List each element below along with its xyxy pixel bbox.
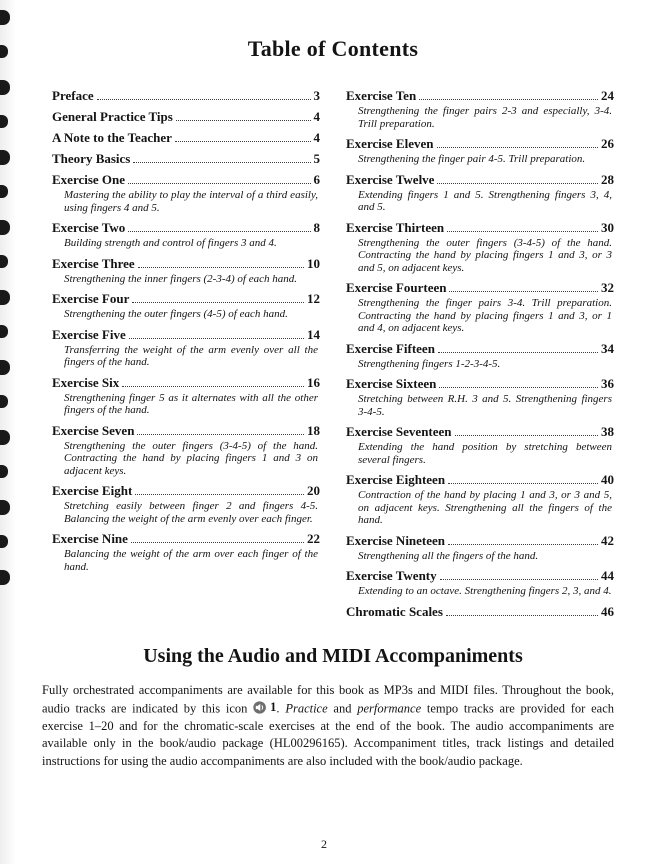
toc-entry	[346, 604, 614, 619]
binding-mark	[0, 465, 8, 478]
toc-dot-leader	[176, 120, 311, 121]
toc-dot-leader	[133, 162, 310, 163]
toc-entry	[52, 256, 320, 286]
toc-entry-label: Exercise One	[52, 172, 126, 187]
audio-text-4: tempo tracks are provided for each exercise 1–20 and for the chromatic-scale exercises at the end of the book. The audio accompaniments are available only in the book/audio package (HL00296165). Accompaniment titles, track listings and detailed instructions for using the audio accompaniments are also included with the book/audio package.	[42, 701, 614, 768]
toc-entry-line	[52, 130, 320, 145]
toc-entry-page: 4	[313, 130, 320, 145]
toc-entry-page: 44	[601, 568, 614, 583]
toc-entry-line	[346, 533, 614, 548]
toc-entry-label: Exercise Seventeen	[346, 424, 452, 439]
binding-mark	[0, 360, 10, 375]
binding-mark	[0, 10, 10, 25]
toc-entry-line	[52, 88, 320, 103]
speaker-icon	[253, 701, 268, 714]
toc-entry-page: 8	[313, 220, 320, 235]
toc-entry-line	[52, 531, 320, 546]
toc-entry	[346, 533, 614, 563]
toc-entry-desc: Contraction of the hand by placing 1 and 3, or 3 and 5, on adjacent keys. Strengthening all the fingers of the hand.	[358, 489, 612, 526]
spiral-binding	[0, 0, 14, 620]
binding-mark	[0, 185, 8, 198]
toc-entry-desc: Stretching easily between finger 2 and fingers 4-5. Balancing the weight of the arm evenly over each finger.	[64, 500, 318, 525]
toc-entry-page: 28	[601, 171, 614, 187]
toc-dot-leader	[137, 434, 304, 435]
toc-entry-desc: Strengthening the finger pairs 2-3 and especially, 3-4. Trill preparation.	[358, 105, 612, 130]
toc-entry-desc: Strengthening finger 5 as it alternates with all the other fingers of the hand.	[64, 391, 318, 416]
toc-entry-page: 34	[601, 340, 614, 356]
toc-entry-line	[52, 151, 320, 166]
toc-entry	[52, 375, 320, 417]
audio-section-heading: Using the Audio and MIDI Accompaniments	[143, 644, 523, 667]
toc-entry	[346, 376, 614, 418]
toc-entry	[346, 136, 614, 166]
toc-entry-label: Exercise Nine	[52, 531, 128, 546]
toc-entry-desc: Extending fingers 1 and 5. Strengthening fingers 3, 4, and 5.	[358, 188, 612, 213]
page-title: Table of Contents	[247, 36, 419, 61]
binding-mark	[0, 570, 10, 585]
toc-entry-desc: Balancing the weight of the arm over each finger of the hand.	[64, 548, 318, 573]
toc-entry-label: Exercise Fifteen	[346, 340, 435, 356]
toc-dot-leader	[97, 99, 311, 100]
toc-entry-page: 40	[601, 472, 614, 487]
toc-entry-desc: Building strength and control of fingers 3 and 4.	[64, 237, 277, 249]
toc-entry-line	[346, 136, 614, 151]
toc-entry-label: Exercise Sixteen	[346, 376, 437, 391]
toc-entry-page: 12	[307, 291, 320, 306]
table-of-contents	[52, 88, 614, 625]
toc-entry	[52, 291, 320, 321]
toc-entry	[52, 172, 320, 214]
binding-mark	[0, 150, 10, 165]
toc-entry-line	[346, 604, 614, 619]
toc-dot-leader	[122, 386, 304, 387]
toc-dot-leader	[128, 183, 310, 184]
toc-entry-label: Exercise Six	[52, 374, 120, 390]
toc-entry-page: 46	[601, 603, 614, 619]
toc-entry-line	[52, 220, 320, 235]
toc-entry	[52, 130, 320, 145]
toc-dot-leader	[175, 141, 311, 142]
toc-entry-page: 14	[307, 326, 320, 342]
toc-dot-leader	[449, 291, 598, 292]
toc-entry	[346, 472, 614, 527]
toc-entry-desc: Strengthening the outer fingers (3-4-5) of the hand. Contracting the hand by placing fingers 1 and 3 on adjacent keys.	[64, 439, 318, 477]
page-number: 2	[321, 837, 327, 851]
audio-paragraph	[42, 682, 614, 771]
toc-entry-label: Exercise Eighteen	[346, 472, 446, 487]
toc-entry-desc: Strengthening the finger pair 4-5. Trill preparation.	[358, 153, 586, 165]
toc-entry-line	[52, 291, 320, 306]
toc-dot-leader	[448, 483, 598, 484]
toc-entry-label: Exercise Two	[52, 220, 126, 235]
toc-entry-label: Exercise Thirteen	[346, 219, 445, 235]
toc-entry-desc: Transferring the weight of the arm evenly over all the fingers of the hand.	[64, 343, 318, 368]
toc-entry-page: 22	[307, 531, 320, 546]
toc-entry-line	[52, 483, 320, 498]
binding-mark	[0, 45, 8, 58]
binding-mark	[0, 500, 10, 515]
toc-entry-label: Theory Basics	[52, 151, 131, 166]
toc-dot-leader	[440, 579, 598, 580]
toc-entry-desc: Extending the hand position by stretching between several fingers.	[358, 441, 612, 466]
binding-mark	[0, 290, 10, 305]
toc-entry-desc: Extending to an octave. Strengthening fingers 2, 3, and 4.	[358, 585, 612, 597]
toc-entry	[346, 220, 614, 275]
audio-italic-performance: performance	[357, 701, 422, 716]
toc-entry-label: Exercise Eight	[52, 483, 133, 498]
toc-dot-leader	[128, 231, 310, 232]
toc-column-right	[346, 88, 614, 625]
toc-column-left	[52, 88, 320, 625]
toc-entry-label: Exercise Nineteen	[346, 532, 446, 548]
toc-entry-line	[52, 109, 320, 124]
toc-dot-leader	[448, 544, 598, 545]
binding-mark	[0, 220, 10, 235]
toc-entry-page: 32	[601, 280, 614, 295]
toc-entry-label: A Note to the Teacher	[52, 130, 172, 145]
toc-entry-page: 3	[313, 88, 320, 103]
toc-dot-leader	[439, 387, 598, 388]
toc-entry	[52, 220, 320, 250]
toc-entry-label: Chromatic Scales	[346, 603, 443, 619]
toc-dot-leader	[132, 302, 304, 303]
toc-entry-line	[346, 472, 614, 487]
toc-entry-desc: Stretching between R.H. 3 and 5. Strengthening fingers 3-4-5.	[358, 393, 612, 418]
toc-dot-leader	[131, 542, 304, 543]
toc-entry-line	[346, 424, 614, 439]
toc-dot-leader	[438, 352, 598, 353]
toc-entry-line	[346, 568, 614, 583]
toc-entry-line	[52, 256, 320, 271]
toc-entry-label: Exercise Five	[52, 326, 126, 342]
toc-entry-line	[346, 341, 614, 356]
toc-dot-leader	[437, 183, 598, 184]
toc-entry-desc: Mastering the ability to play the interval of a third easily, using fingers 4 and 5.	[64, 189, 318, 214]
toc-dot-leader	[446, 615, 598, 616]
toc-entry-page: 6	[313, 172, 320, 187]
toc-entry-label: General Practice Tips	[52, 109, 173, 124]
toc-entry	[52, 531, 320, 573]
toc-dot-leader	[135, 494, 304, 495]
toc-entry	[52, 151, 320, 166]
toc-entry-desc: Strengthening the outer fingers (3-4-5) of the hand. Contracting the hand by placing fingers 1 and 3, or 3 and 5, on adjacent keys.	[358, 236, 612, 274]
audio-text-3: and	[327, 701, 358, 716]
toc-entry	[52, 109, 320, 124]
audio-italic-practice: Practice	[285, 701, 328, 716]
toc-entry-line	[52, 172, 320, 187]
toc-entry	[346, 341, 614, 371]
toc-entry	[52, 88, 320, 103]
toc-entry-page: 30	[601, 219, 614, 235]
toc-entry-label: Exercise Four	[52, 291, 130, 306]
toc-dot-leader	[455, 435, 598, 436]
toc-entry-line	[52, 423, 320, 438]
binding-mark	[0, 255, 8, 268]
toc-entry-label: Exercise Ten	[346, 88, 417, 103]
toc-entry	[52, 483, 320, 525]
toc-entry-line	[52, 327, 320, 342]
toc-entry-line	[346, 280, 614, 295]
toc-entry-page: 26	[601, 136, 614, 151]
toc-entry-desc: Strengthening the finger pairs 3-4. Trill preparation. Contracting the hand by placing fingers 1 and 3, or 1 and 4, on adjacent keys.	[358, 297, 612, 334]
toc-entry	[346, 424, 614, 466]
toc-entry-page: 5	[313, 151, 320, 166]
toc-entry	[346, 280, 614, 335]
toc-dot-leader	[138, 267, 304, 268]
toc-entry-label: Exercise Seven	[52, 422, 135, 438]
toc-entry-desc: Strengthening all the fingers of the hand.	[358, 549, 539, 562]
binding-mark	[0, 115, 8, 128]
toc-entry-page: 20	[307, 483, 320, 498]
toc-entry-desc: Strengthening the outer fingers (4-5) of each hand.	[64, 308, 288, 320]
toc-entry-page: 16	[307, 374, 320, 390]
audio-text-2: .	[276, 701, 286, 716]
toc-entry-label: Exercise Twenty	[346, 568, 437, 583]
audio-text-1: Fully orchestrated accompaniments are available for this book as MP3s and MIDI files. Throughout the book, audio tracks are indicated by this icon	[42, 682, 614, 716]
audio-section	[42, 644, 614, 771]
toc-entry-label: Exercise Twelve	[346, 171, 435, 187]
toc-entry	[346, 88, 614, 130]
toc-dot-leader	[447, 231, 598, 232]
toc-dot-leader	[437, 147, 599, 148]
binding-mark	[0, 395, 8, 408]
toc-entry-page: 4	[313, 109, 320, 124]
toc-entry-page: 36	[601, 376, 614, 391]
toc-entry-line	[346, 220, 614, 235]
toc-dot-leader	[419, 99, 598, 100]
toc-entry-desc: Strengthening the inner fingers (2-3-4) of each hand.	[64, 272, 297, 285]
toc-entry-label: Exercise Eleven	[346, 136, 434, 151]
toc-dot-leader	[129, 338, 304, 339]
toc-entry-page: 38	[601, 424, 614, 439]
toc-entry	[346, 568, 614, 598]
toc-entry-page: 24	[601, 88, 614, 103]
toc-entry-page: 18	[307, 422, 320, 438]
toc-entry-label: Preface	[52, 88, 94, 103]
audio-track-icon	[253, 699, 276, 717]
toc-entry-line	[52, 375, 320, 390]
toc-entry	[346, 172, 614, 214]
binding-mark	[0, 325, 8, 338]
toc-entry	[52, 423, 320, 478]
toc-entry-label: Exercise Fourteen	[346, 280, 447, 295]
toc-entry	[52, 327, 320, 369]
binding-mark	[0, 535, 8, 548]
binding-mark	[0, 430, 10, 445]
toc-entry-line	[346, 376, 614, 391]
toc-entry-line	[346, 172, 614, 187]
toc-entry-label: Exercise Three	[52, 255, 135, 271]
binding-mark	[0, 80, 10, 95]
toc-entry-page: 10	[307, 255, 320, 271]
track-number-label: 1	[270, 700, 277, 714]
toc-entry-line	[346, 88, 614, 103]
toc-entry-page: 42	[601, 532, 614, 548]
toc-entry-desc: Strengthening fingers 1-2-3-4-5.	[358, 357, 501, 370]
